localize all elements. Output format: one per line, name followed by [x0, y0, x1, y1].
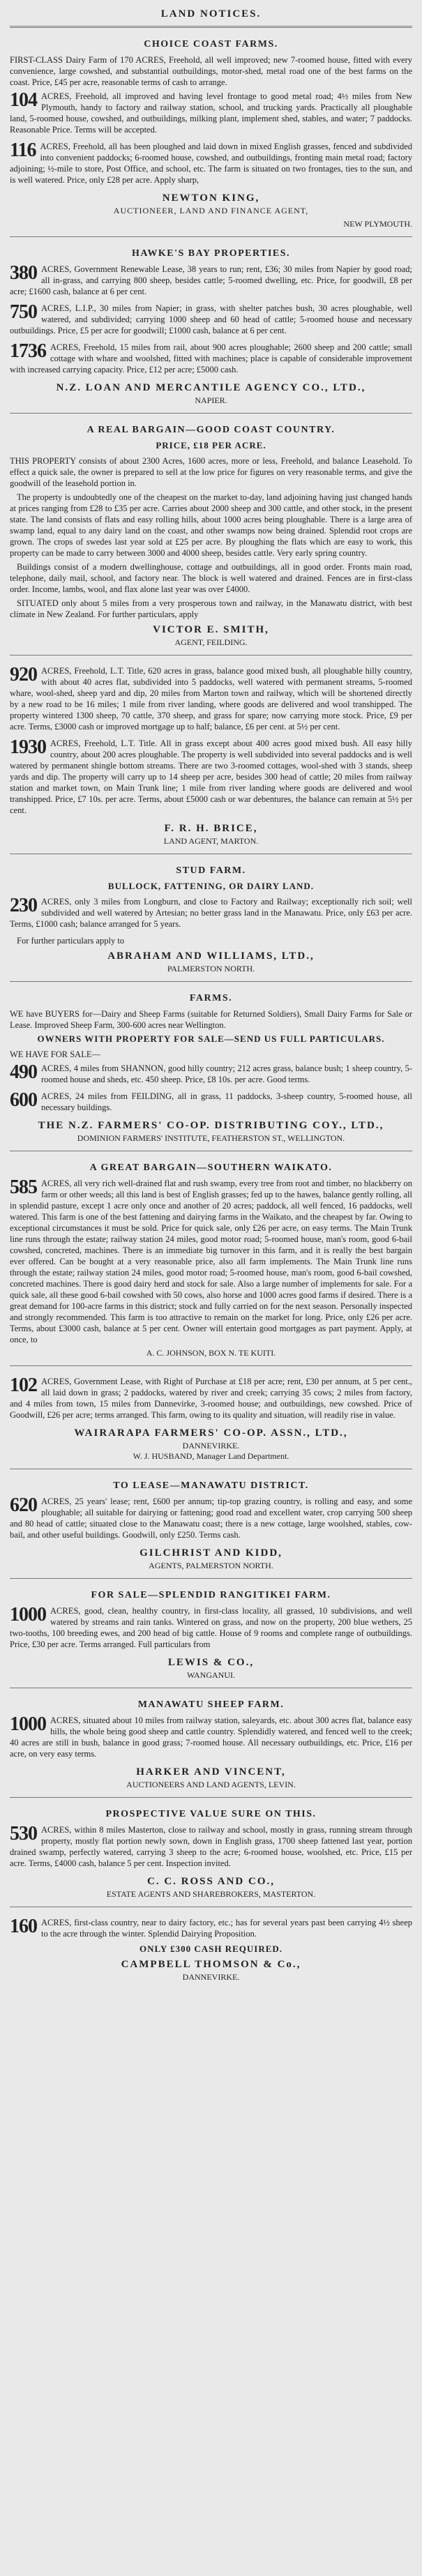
agent-name: HARKER AND VINCENT, — [136, 1766, 286, 1778]
acreage-number: 116 — [10, 139, 36, 161]
listing-text: ACRES, L.I.P., 30 miles from Napier; in grass, with shelter patches bush, 30 acres ploughable, well watered, and subdivided; carrying 1000 sheep and 60 head of cattle; 5-roomed house and necessary outbuildings. Price, £5 per acre for goodwill; £1000 cash, balance at 6 per cent. — [10, 303, 412, 335]
listing-text: ACRES, Freehold, all improved and having level frontage to good metal road; 4½ miles from New Plymouth, handy to factory and railway station, school, and trucking yards. Practically all ploughable land, 5-roomed house, cowshed, and outbuildings, milking plant, implement shed, stables, and water; 7 paddocks. Reasonable Price. Terms will be accepted. — [10, 91, 412, 135]
listing — [10, 1917, 412, 1942]
ad-heading: A GREAT BARGAIN—SOUTHERN WAIKATO. — [89, 1162, 333, 1173]
agent-name: WAIRARAPA FARMERS' CO-OP. ASSN., LTD., — [74, 1427, 348, 1439]
listing-text: ACRES, situated about 10 miles from railway station, saleyards, etc. about 300 acres flat, balance easy hills, the whole being good sheep and cattle country. Splendidly watered, and fenced well to the creek; 40 acres are still in bush, balance in good grass; 7-roomed house. All necessary outbuildings, etc. Price, £16 per acre, on very easy terms. — [10, 1715, 412, 1759]
listing — [10, 1376, 412, 1423]
ad-paragraph: WE HAVE FOR SALE— — [10, 1050, 100, 1059]
agent-description: AUCTIONEER, LAND AND FINANCE AGENT, — [113, 206, 309, 215]
listing — [10, 1496, 412, 1543]
acreage-number: 750 — [10, 301, 37, 323]
listing — [10, 342, 412, 378]
divider — [10, 413, 412, 414]
listing — [10, 264, 412, 300]
divider — [10, 981, 412, 982]
listing — [10, 91, 412, 138]
acreage-number: 585 — [10, 1176, 37, 1198]
ad-subheading: ONLY £300 CASH REQUIRED. — [139, 1944, 283, 1954]
acreage-number: 1736 — [10, 340, 46, 362]
listing — [10, 1091, 412, 1116]
divider — [10, 26, 412, 28]
agent-town: DANNEVIRKE. — [182, 1972, 240, 1982]
acreage-number: 920 — [10, 664, 37, 685]
agent-name: VICTOR E. SMITH, — [153, 624, 269, 635]
agent-name: THE N.Z. FARMERS' CO-OP. DISTRIBUTING COY., LTD., — [38, 1120, 384, 1131]
listing-text: ACRES, Government Lease, with Right of Purchase at £18 per acre; rent, £30 per annum, at 5 per cent., all laid down in grass; 2 paddocks, watered by river and creek; carrying 35 cows; 2 miles from factory, and 4 miles from town, 15 miles from Dannevirke, 3-roomed house; and outbuildings, new cowshed. Price of Goodwill, £26 per acre; terms arranged. This farm, owing to its quality and situation, will readily rise in value. — [10, 1377, 412, 1420]
agent-name: LEWIS & CO., — [167, 1657, 255, 1668]
agent-name: NEWTON KING, — [162, 192, 260, 204]
agent-name: N.Z. LOAN AND MERCANTILE AGENCY CO., LTD., — [56, 382, 366, 393]
agent-manager: W. J. HUSBAND, Manager Land Department. — [133, 1451, 289, 1461]
divider — [10, 1365, 412, 1366]
ad-heading: MANAWATU SHEEP FARM. — [137, 1699, 285, 1710]
agent-description: DOMINION FARMERS' INSTITUTE, FEATHERSTON ST., WELLINGTON. — [77, 1133, 345, 1143]
ad-heading: FARMS. — [189, 993, 233, 1003]
agent-name: F. R. H. BRICE, — [164, 823, 258, 834]
listing-text: ACRES, Freehold, L.T. Title, 620 acres in grass, balance good mixed bush, all ploughable hilly country, with about 40 acres flat, subdivided into 5 paddocks, well watered with permanent streams, 5-roomed whare, wool-shed, sheep yard and dip, 20 miles from Marton town and railway, which will be shortened directly by a new road to be 16 miles; 1 mile from river landing, where goods are delivered and wool transhipped. The property wintered 1300 sheep, 70 cattle, 370 sheep, and grass for spare; now carrying more stock. Price, £9 per acre. Terms, £3000 cash or improved mortgage up to half; balance, £6 per cent. at 5½ per cent. — [10, 666, 412, 732]
agent-description: AGENTS, PALMERSTON NORTH. — [149, 1561, 273, 1570]
ad-heading: HAWKE'S BAY PROPERTIES. — [131, 248, 291, 259]
ad-paragraph: FIRST-CLASS Dairy Farm of 170 ACRES, Freehold, all well improved; new 7-roomed house, fitted with every convenience, large cowshed, and substantial outbuildings, motor-shed, metal road one of the best farms on the coast. Price, £45 per acre, reasonable terms of cash to arrange. — [10, 55, 412, 87]
ad-heading: A REAL BARGAIN—GOOD COAST COUNTRY. — [86, 425, 336, 435]
divider — [10, 1797, 412, 1798]
listing-text: ACRES, good, clean, healthy country, in first-class locality, all grassed, 10 subdivisions, and well watered by streams and rain tanks. Wintered on grass, and now on the property, 200 blue wethers, 25 two-tooths, 100 breeding ewes, and 200 head of big cattle. House of 9 rooms and complete range of outbuildings. Price, £30 per acre. Terms arranged. Full particulars from — [10, 1606, 412, 1649]
ad-dannevirke-lease — [10, 1372, 412, 1463]
acreage-number: 160 — [10, 1916, 37, 1937]
ad-subheading: PRICE, £18 PER ACRE. — [156, 440, 266, 450]
acreage-number: 490 — [10, 1061, 37, 1083]
acreage-number: 104 — [10, 89, 37, 111]
acreage-number: 1000 — [10, 1713, 46, 1735]
ad-prospective-value — [10, 1803, 412, 1901]
acreage-number: 230 — [10, 895, 37, 916]
ad-paragraph: WE have BUYERS for—Dairy and Sheep Farms (suitable for Returned Soldiers), Small Dairy Farms for Sale or Lease. Improved Sheep Farm, 300-600 acres near Wellington. — [10, 1009, 412, 1030]
ad-heading: FOR SALE—SPLENDID RANGITIKEI FARM. — [91, 1590, 331, 1600]
listing — [10, 141, 412, 188]
ad-marton — [10, 661, 412, 848]
ad-heading: STUD FARM. — [176, 865, 246, 876]
listing-text: ACRES, within 8 miles Masterton, close to railway and school, mostly in grass, running stream through property, mostly flat portion newly sown, down in English grass, 1700 sheep fattened last year, portion drained swamp, perfectly watered, carrying 3 sheep to the acre; 6-roomed house, woolshed, etc. Price, £15 per acre. Terms, £4000 cash, balance 5 per cent. Inspection invited. — [10, 1825, 412, 1868]
acreage-number: 620 — [10, 1494, 37, 1516]
ad-heading: CHOICE COAST FARMS. — [144, 39, 278, 50]
acreage-number: 600 — [10, 1089, 37, 1111]
ad-to-lease — [10, 1475, 412, 1573]
agent-name: ABRAHAM AND WILLIAMS, LTD., — [107, 950, 315, 962]
agent-town: PALMERSTON NORTH. — [167, 964, 255, 973]
listing — [10, 1063, 412, 1088]
listing-text: ACRES, all very rich well-drained flat and rush swamp, every tree from root and timber, no blackberry on farm or other weeds; all this land is best of English grasses; fed up to the hawes, balance gently rolling, all in splendid pasture, except 1 acre only once and another of 20 acres; paddock, all well fenced, 16 paddocks, well watered. This farm is one of the best fattening and dairying farms in the Waikato, and the cheapest by far. Owing to exceptional circumstances it must be sold. Price for quick sale, only £26 per acre, on easy terms. The Main Trunk line runs through the estate; railway station 24 miles, good motor road; 5-roomed house, man's room, good 6-bail cowshed, concreted, machines. There is an immediate big turnover in this farm, and it is really the best bargain ever offered. Can be bought at a very reasonable price, also all farm implements. The Main Trunk line runs through the estate; railway station 24 miles, good motor road; 5-roomed house, man's room, good 6-bail cowshed, concreted machines. There is good dairy herd and stock for sale. Also a large number of implements for sale. For a quick sale, all these good 6-bail cowshed with 50 cows, also horse and 1000 acres good farms if desired. There is a great demand for 100-acre farms in this district; stock and fully carried on for the next season. Personally inspected and strongly recommended. This farm is too attractive to remain on the market for long. Price, only £26 per acre. Terms, about £3000 cash, balance at 5 per cent. Owner will entertain good mortgages as part payment. Apply, at once, to — [10, 1179, 412, 1344]
agent-name: A. C. JOHNSON, BOX N. TE KUITI. — [146, 1348, 276, 1358]
acreage-number: 380 — [10, 262, 37, 284]
ad-paragraph: Buildings consist of a modern dwellinghouse, cottage and outbuildings, all in good order. Fronts main road, telephone, daily mail, school, and factory near. The block is well watered and drained. Fences are in first-class order. Income, lambs, wool, and flax alone last year was over £4000. — [10, 562, 412, 594]
listing-text: ACRES, Government Renewable Lease, 38 years to run; rent, £36; 30 miles from Napier by good road; all in-grass, and carrying 800 sheep, besides cattle; 5-roomed dwelling, etc. Price, for goodwill, £8 per acre; £1600 cash, balance at 6 per cent. — [10, 264, 412, 296]
divider — [10, 655, 412, 656]
listing-text: ACRES, 4 miles from SHANNON, good hilly country; 212 acres grass, balance bush; 1 sheep country, 5-roomed house and sheds, etc. 450 sheep. Price, £8 10s. per acre. Good terms. — [41, 1063, 412, 1084]
listing-text: ACRES, 24 miles from FEILDING, all in grass, 11 paddocks, 3-sheep country, 5-roomed house, all necessary buildings. — [41, 1091, 412, 1112]
ad-dairy-proposition — [10, 1913, 412, 1984]
listing — [10, 1824, 412, 1872]
ad-paragraph: SITUATED only about 5 miles from a very prosperous town and railway, in the Manawatu district, with best climate in New Zealand. For further particulars, apply — [10, 598, 412, 619]
agent-description: AGENT, FEILDING. — [174, 637, 248, 647]
ad-paragraph: The property is undoubtedly one of the cheapest on the market to-day, land adjoining having just changed hands at prices ranging from £28 to £35 per acre. Carries about 2000 sheep and 300 cattle, and other stock, in the present state. The land consists of flats and easy rolling hills, about 1000 acres being ploughable. There is a large area of swamp land, equal to any dairy land on the coast, and other swamps now being drained. Splendid root crops are grown. The crops of swedes last year sold at £25 per acre. By ploughing the flats which are easy to work, this property can be made to carry between 3000 and 4000 sheep, besides cattle. Very early spring country. — [10, 492, 412, 558]
agent-name: CAMPBELL THOMSON & Co., — [121, 1959, 301, 1970]
listing-text: ACRES, Freehold, all has been ploughed and laid down in mixed English grasses, fenced and subdivided into convenient paddocks; 6-roomed house, cowshed, and outbuildings, fronting main metal road; factory adjoining; ½-mile to store, Post Office, and school, etc. The farm is situated on two frontages, ties to the sun, and is well watered. Price, only £28 per acre. Apply sharp, — [10, 142, 412, 185]
acreage-number: 1000 — [10, 1604, 46, 1626]
ad-heading: TO LEASE—MANAWATU DISTRICT. — [113, 1480, 309, 1491]
listing — [10, 738, 412, 819]
agent-town: DANNEVIRKE. — [182, 1441, 240, 1450]
ad-rangitikei-farm — [10, 1584, 412, 1682]
ad-southern-waikato — [10, 1157, 412, 1360]
ad-choice-coast-farms — [10, 33, 412, 231]
acreage-number: 102 — [10, 1374, 37, 1396]
divider — [10, 1578, 412, 1579]
ad-paragraph: For further particulars apply to — [17, 936, 125, 946]
listing-text: ACRES, Freehold, L.T. Title. All in grass except about 400 acres good mixed bush. All easy hilly country, about 200 acres ploughable. The property is well subdivided into several paddocks and is well watered by permanent shingle bottom streams. There are two 3-roomed cottages, wool-shed with 3 stands, sheep yards and dip. The property will carry up to 14 sheep per acre, besides 300 head of cattle; 20 miles from railway station and market town, on Main Trunk line; 1 mile from river landing where goods are delivered and wool transhipped. Price, £7 10s. per acre. Terms, about £5000 cash or war debentures, the balance can remain at 5½ per cent. — [10, 738, 412, 815]
divider — [10, 236, 412, 237]
ad-manawatu-sheep-farm — [10, 1694, 412, 1791]
listing-text: ACRES, first-class country, near to dairy factory, etc.; has for several years past been carrying 4½ sheep to the acre through the winter. Splendid Dairying Proposition. — [41, 1918, 412, 1939]
ad-real-bargain — [10, 419, 412, 649]
column-title: LAND NOTICES. — [160, 8, 262, 20]
listing — [10, 303, 412, 339]
agent-name: GILCHRIST AND KIDD, — [140, 1547, 282, 1559]
agent-description: AUCTIONEERS AND LAND AGENTS, LEVIN. — [126, 1780, 296, 1789]
ad-farms — [10, 987, 412, 1145]
agent-description: LAND AGENT, MARTON. — [163, 836, 259, 846]
agent-town: NEW PLYMOUTH. — [343, 219, 412, 229]
listing-text: ACRES, only 3 miles from Longburn, and close to Factory and Railway; exceptionally rich soil; well subdivided and well watered by Artesian; no better grass land in the Manawatu. Price, only £63 per acre. Terms, £1000 cash; balance arranged for 5 years. — [10, 897, 412, 929]
listing-text: ACRES, Freehold, 15 miles from rail, about 900 acres ploughable; 2600 sheep and 200 cattle; small cottage with whare and woolshed, fitted with machines; place is capable of considerable improvement with increased carrying capacity. Price, £12 per acre; £5000 cash. — [10, 342, 412, 374]
listing — [10, 665, 412, 735]
listing-text: ACRES, 25 years' lease; rent, £600 per annum; tip-top grazing country, is rolling and easy, and some ploughable; all suitable for dairying or fattening; good road and excellent water, crop carrying 500 sheep and 80 head of cattle; situated close to the Manawatu coast; there is a new cottage, large woolshed, stables, cow-bail, and other useful buildings. Goodwill, only £250. Terms cash. — [10, 1497, 412, 1540]
ad-paragraph: THIS PROPERTY consists of about 2300 Acres, 1600 acres, more or less, Freehold, and balance Leasehold. To effect a quick sale, the owner is prepared to sell at the low price for figures on very reasonable terms, and give the goodwill of the leasehold portion in. — [10, 456, 412, 488]
agent-description: ESTATE AGENTS AND SHAREBROKERS, MASTERTON. — [106, 1889, 316, 1899]
ad-heading: PROSPECTIVE VALUE SURE ON THIS. — [105, 1809, 317, 1819]
ad-subheading: BULLOCK, FATTENING, OR DAIRY LAND. — [107, 881, 315, 891]
listing — [10, 896, 412, 932]
ad-stud-farm — [10, 860, 412, 976]
agent-name: C. C. ROSS AND CO., — [146, 1876, 276, 1887]
listing — [10, 1715, 412, 1762]
acreage-number: 530 — [10, 1823, 37, 1844]
acreage-number: 1930 — [10, 736, 46, 758]
ad-hawkes-bay — [10, 243, 412, 407]
agent-town: NAPIER. — [195, 395, 227, 405]
listing — [10, 1178, 412, 1348]
listing — [10, 1605, 412, 1653]
ad-subheading: OWNERS WITH PROPERTY FOR SALE—SEND US FULL PARTICULARS. — [37, 1033, 385, 1044]
agent-town: WANGANUI. — [187, 1670, 235, 1680]
